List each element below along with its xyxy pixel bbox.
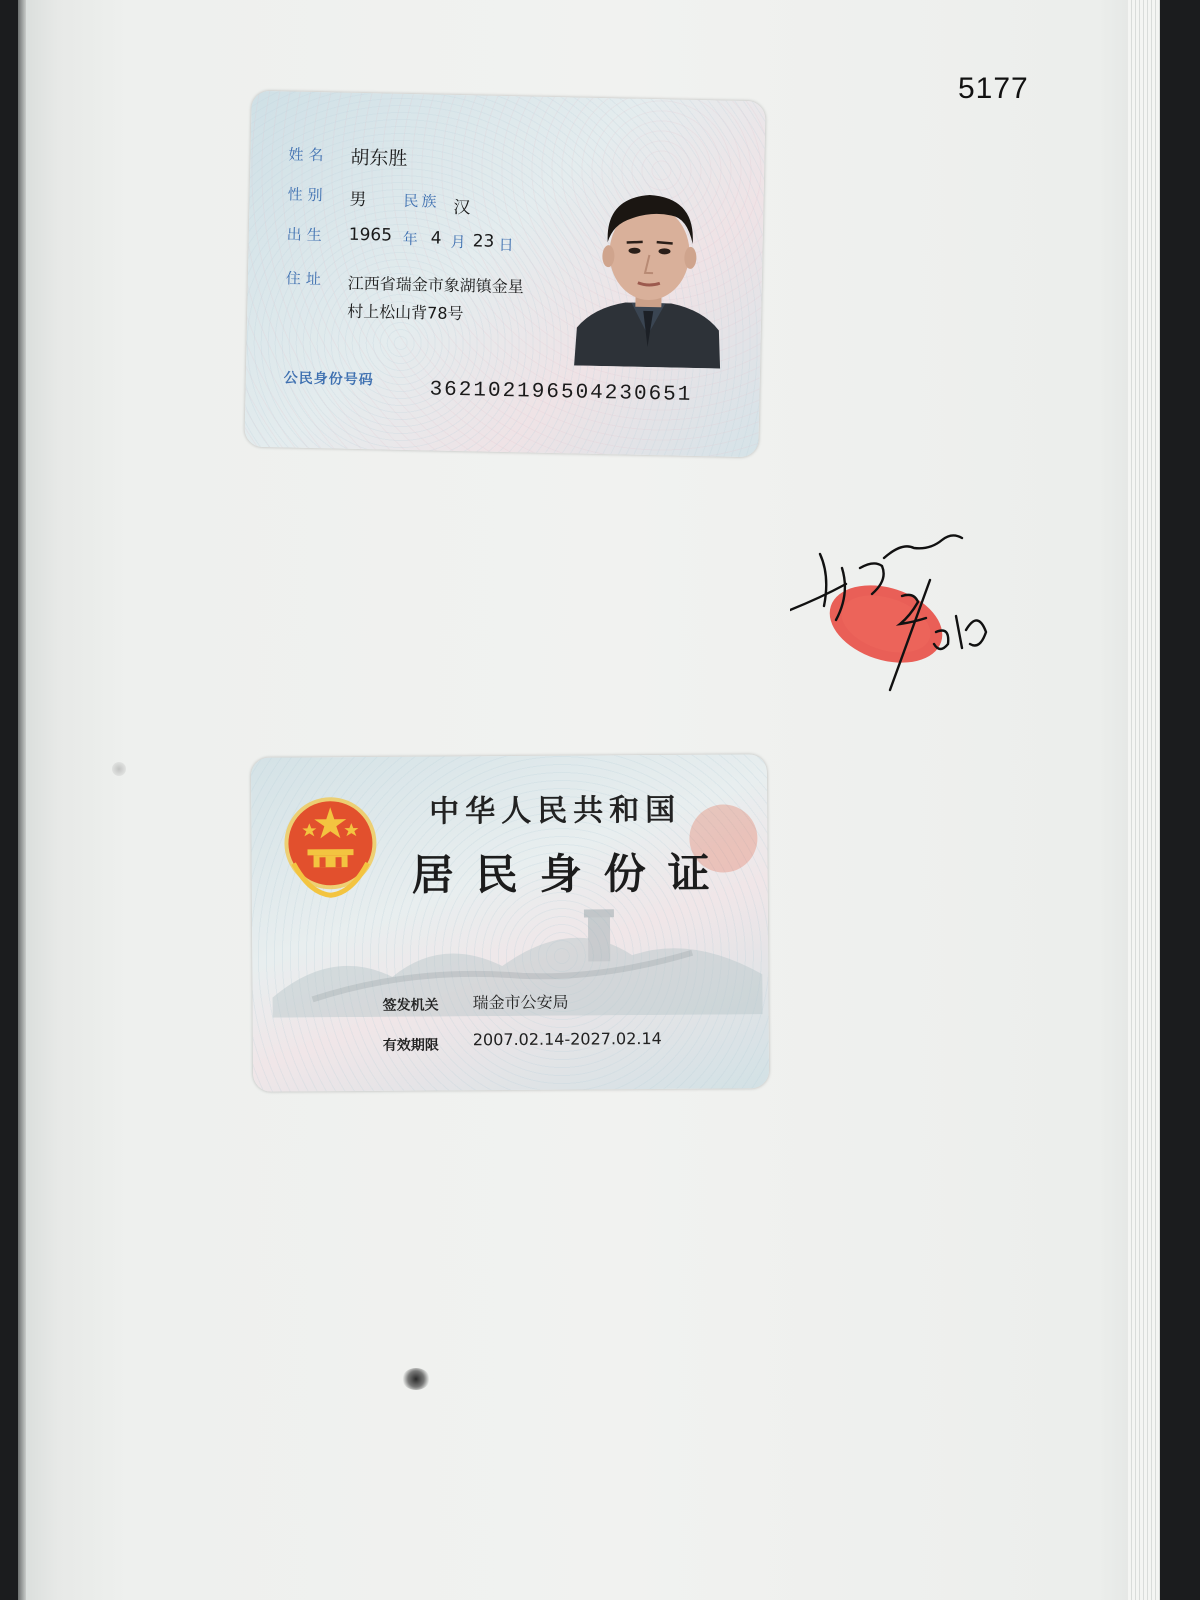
id-number-value: 362102196504230651 bbox=[429, 378, 693, 407]
birth-year: 1965 bbox=[348, 224, 393, 246]
id-card-front bbox=[244, 91, 765, 458]
address-label: 住址 bbox=[285, 269, 327, 289]
issuer-label: 签发机关 bbox=[382, 997, 439, 1014]
year-char: 年 bbox=[402, 229, 418, 249]
id-number-label: 公民身份号码 bbox=[283, 370, 374, 389]
issuer-value: 瑞金市公安局 bbox=[472, 992, 569, 1013]
back-title-country: 中华人民共和国 bbox=[429, 792, 682, 830]
birth-month: 4 bbox=[430, 228, 442, 249]
ink-smudge bbox=[402, 1368, 430, 1390]
ethnicity-label: 民族 bbox=[403, 191, 440, 211]
month-char: 月 bbox=[450, 232, 466, 252]
name-value: 胡东胜 bbox=[350, 146, 408, 170]
scan-dust-speck bbox=[112, 762, 126, 776]
ethnicity-value: 汉 bbox=[453, 197, 471, 219]
address-line-2: 村上松山背78号 bbox=[346, 301, 464, 324]
name-label: 姓名 bbox=[288, 145, 329, 165]
day-char: 日 bbox=[498, 235, 514, 255]
gender-label: 性别 bbox=[287, 185, 328, 205]
national-emblem-icon bbox=[279, 793, 382, 900]
back-title-card: 居民身份证 bbox=[411, 848, 732, 900]
address-line-1: 江西省瑞金市象湖镇金星 bbox=[347, 273, 524, 297]
birth-day: 23 bbox=[472, 231, 495, 252]
gender-value: 男 bbox=[349, 189, 367, 211]
birth-label: 出生 bbox=[286, 225, 327, 245]
signature-with-fingerprint bbox=[790, 520, 1020, 710]
id-card-back bbox=[251, 754, 769, 1092]
validity-label: 有效期限 bbox=[382, 1037, 439, 1054]
page-number: 5177 bbox=[958, 72, 1029, 105]
portrait-photo bbox=[572, 175, 726, 368]
page-binding-shadow bbox=[18, 0, 26, 1600]
page-stack-edge bbox=[1128, 0, 1160, 1600]
validity-value: 2007.02.14-2027.02.14 bbox=[472, 1028, 662, 1050]
